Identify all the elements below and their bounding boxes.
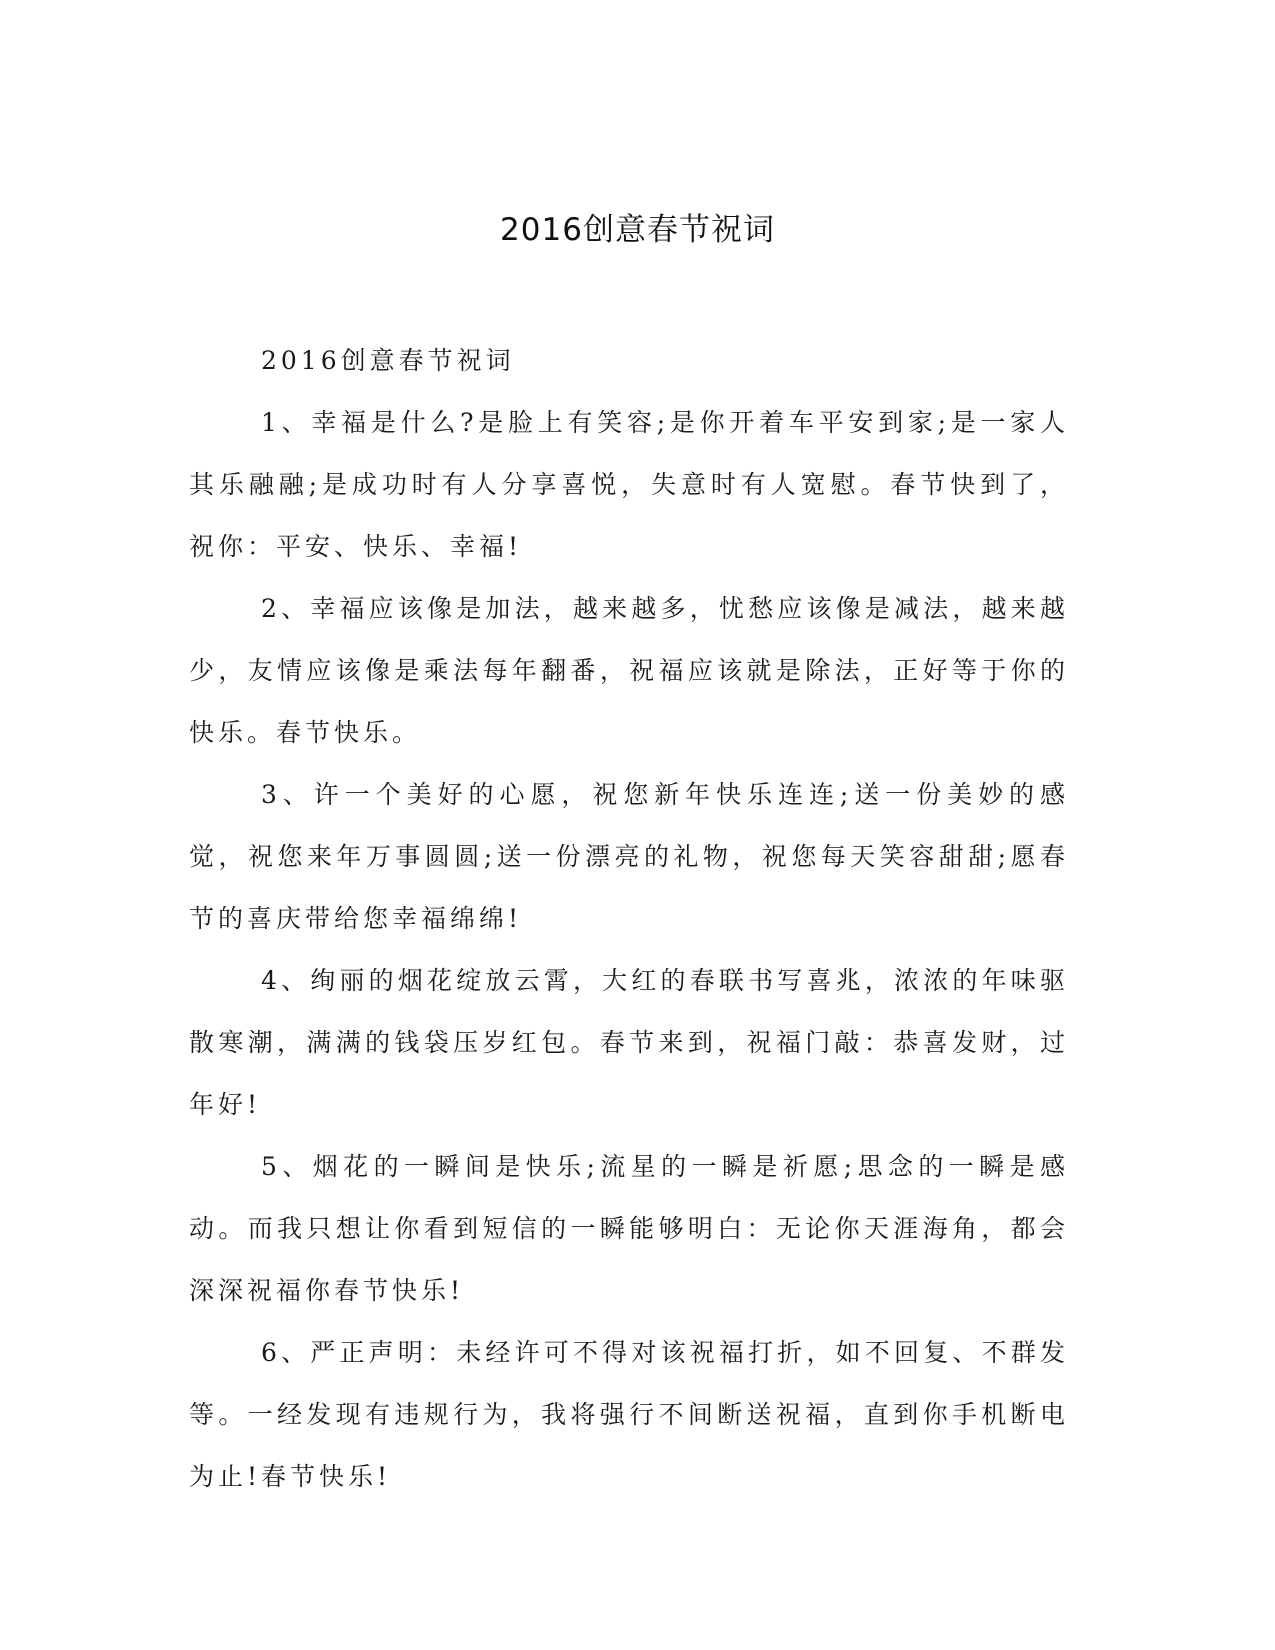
blessing-paragraph-6: 6、严正声明：未经许可不得对该祝福打折，如不回复、不群发等。一经发现有违规行为，我将强行不间断送祝福，直到你手机断电为止!春节快乐! (189, 1338, 1069, 1491)
blessing-paragraph-4: 4、绚丽的烟花绽放云霄，大红的春联书写喜兆，浓浓的年味驱散寒潮，满满的钱袋压岁红包。春节来到，祝福门敲：恭喜发财，过年好! (189, 966, 1069, 1119)
document-title: 2016创意春节祝词 (500, 212, 775, 248)
intro-heading: 2016创意春节祝词 (261, 346, 515, 375)
blessing-paragraph-1: 1、幸福是什么?是脸上有笑容;是你开着车平安到家;是一家人其乐融融;是成功时有人分享喜悦，失意时有人宽慰。春节快到了，祝你：平安、快乐、幸福! (189, 408, 1069, 561)
document-body (189, 330, 1069, 1508)
blessing-paragraph-3: 3、许一个美好的心愿，祝您新年快乐连连;送一份美妙的感觉，祝您来年万事圆圆;送一份漂亮的礼物，祝您每天笑容甜甜;愿春节的喜庆带给您幸福绵绵! (189, 780, 1069, 933)
blessing-paragraph-5: 5、烟花的一瞬间是快乐;流星的一瞬是祈愿;思念的一瞬是感动。而我只想让你看到短信的一瞬能够明白：无论你天涯海角，都会深深祝福你春节快乐! (189, 1152, 1069, 1305)
blessing-paragraph-2: 2、幸福应该像是加法，越来越多，忧愁应该像是减法，越来越少，友情应该像是乘法每年翻番，祝福应该就是除法，正好等于你的快乐。春节快乐。 (189, 594, 1069, 747)
